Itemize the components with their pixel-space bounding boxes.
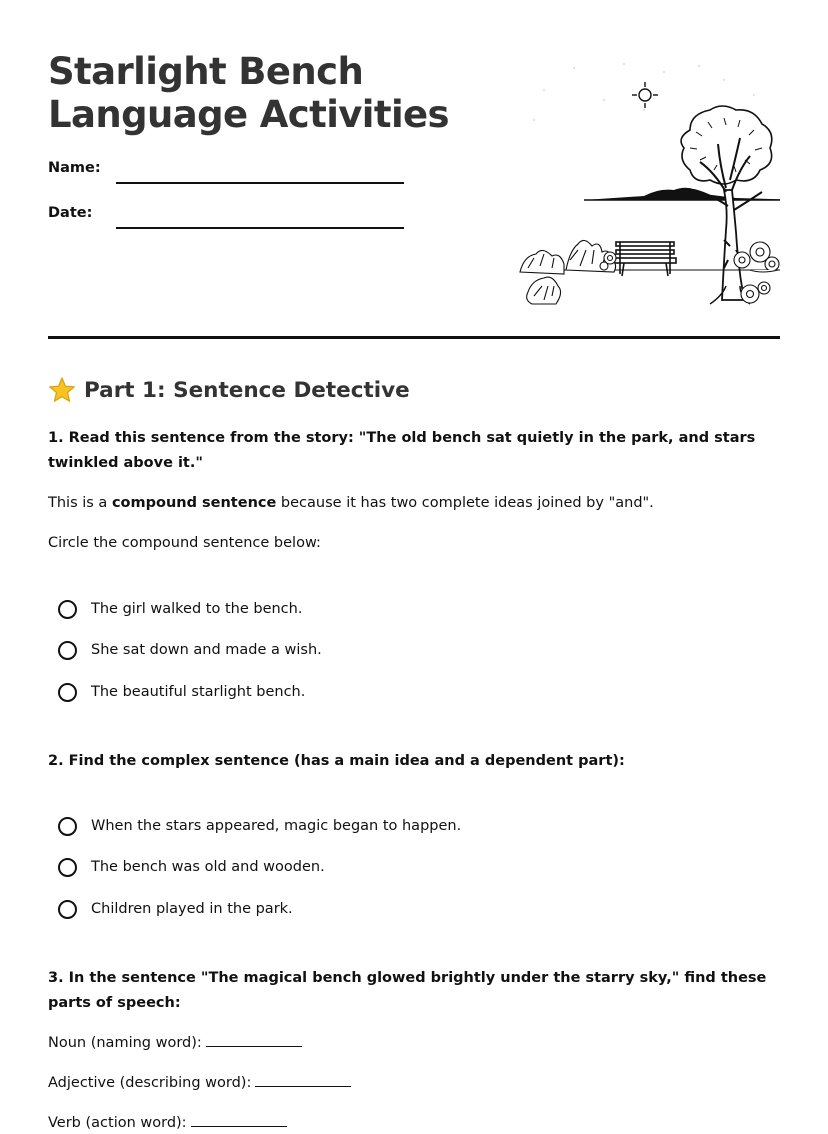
- radio-circle[interactable]: [58, 641, 77, 660]
- bushes-icon: [520, 240, 616, 304]
- page-title: [48, 50, 449, 136]
- part1-heading: [48, 374, 410, 406]
- title-line-1: Starlight Bench: [48, 50, 364, 93]
- bench-icon: [614, 242, 676, 276]
- q2-option-3[interactable]: [58, 897, 293, 921]
- part1-title: Part 1: Sentence Detective: [84, 377, 410, 403]
- adjective-blank-row: [48, 1072, 780, 1094]
- noun-blank-row: [48, 1032, 780, 1054]
- title-line-2: Language Activities: [48, 93, 449, 136]
- sun-icon: [632, 82, 658, 108]
- explain-before: This is a: [48, 495, 112, 511]
- verb-label: Verb (action word):: [48, 1115, 187, 1131]
- verb-answer-line[interactable]: [191, 1112, 287, 1127]
- name-label: Name:: [48, 160, 101, 176]
- question-1-explanation: [48, 492, 780, 514]
- noun-answer-line[interactable]: [206, 1032, 302, 1047]
- radio-circle[interactable]: [58, 900, 77, 919]
- radio-circle[interactable]: [58, 683, 77, 702]
- date-label: Date:: [48, 205, 93, 221]
- radio-circle[interactable]: [58, 600, 77, 619]
- question-1-prompt: 1. Read this sentence from the story: "The old bench sat quietly in the park, and stars twinkled above it.": [48, 430, 756, 471]
- radio-circle[interactable]: [58, 858, 77, 877]
- q1-option-3-text: The beautiful starlight bench.: [91, 684, 306, 700]
- q1-option-3[interactable]: [58, 680, 305, 704]
- q1-option-2-text: She sat down and made a wish.: [91, 642, 322, 658]
- q2-option-2[interactable]: [58, 855, 325, 879]
- question-2-prompt: 2. Find the complex sentence (has a main idea and a dependent part):: [48, 753, 625, 769]
- question-3-prompt: 3. In the sentence "The magical bench glowed brightly under the starry sky," find these parts of speech:: [48, 970, 767, 1011]
- date-line[interactable]: [116, 227, 404, 229]
- park-bench-tree-illustration: [514, 60, 780, 314]
- star-icon: [48, 376, 76, 404]
- q2-option-2-text: The bench was old and wooden.: [91, 859, 325, 875]
- explain-after: because it has two complete ideas joined by "and".: [276, 495, 654, 511]
- noun-label: Noun (naming word):: [48, 1035, 202, 1051]
- adjective-label: Adjective (describing word):: [48, 1075, 252, 1091]
- q2-option-3-text: Children played in the park.: [91, 901, 293, 917]
- question-1-instruction: Circle the compound sentence below:: [48, 535, 321, 551]
- q2-option-1[interactable]: [58, 814, 461, 838]
- name-line[interactable]: [116, 182, 404, 184]
- name-field[interactable]: [48, 160, 404, 184]
- q1-option-2[interactable]: [58, 638, 322, 662]
- date-field[interactable]: [48, 205, 404, 229]
- q2-option-1-text: When the stars appeared, magic began to happen.: [91, 818, 462, 834]
- q1-option-1[interactable]: [58, 597, 302, 621]
- verb-blank-row: [48, 1112, 780, 1134]
- explain-bold: compound sentence: [111, 495, 277, 511]
- adjective-answer-line[interactable]: [255, 1072, 351, 1087]
- radio-circle[interactable]: [58, 817, 77, 836]
- header-divider: [48, 336, 780, 339]
- q1-option-1-text: The girl walked to the bench.: [91, 601, 303, 617]
